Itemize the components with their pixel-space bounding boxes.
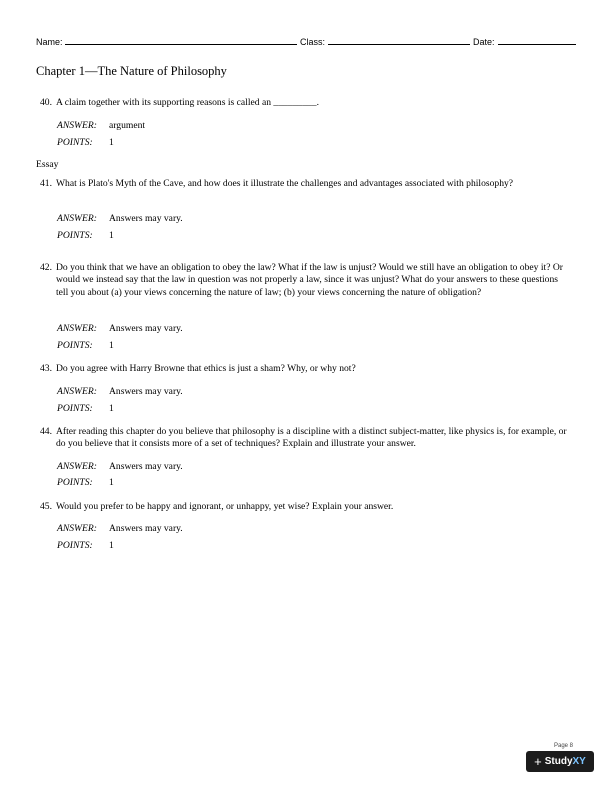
answer-label: ANSWER: [57, 461, 97, 472]
question-number: 44. [40, 426, 52, 437]
question-number: 41. [40, 178, 52, 189]
answer-row [57, 323, 183, 335]
badge-text: StudyXY [544, 756, 586, 767]
points-value: 1 [109, 403, 114, 414]
points-label: POINTS: [57, 403, 93, 414]
answer-value: Answers may vary. [109, 386, 183, 397]
answer-row [57, 213, 183, 225]
points-label: POINTS: [57, 340, 93, 351]
date-label: Date: [473, 37, 495, 47]
answer-row [57, 120, 145, 132]
points-row [57, 340, 114, 352]
question-40 [40, 97, 572, 109]
worksheet-header [36, 37, 576, 51]
question-number: 40. [40, 97, 52, 108]
date-field [473, 37, 495, 47]
points-label: POINTS: [57, 230, 93, 241]
points-label: POINTS: [57, 540, 93, 551]
answer-label: ANSWER: [57, 386, 97, 397]
chapter-title: Chapter 1—The Nature of Philosophy [36, 64, 227, 78]
studyxy-badge[interactable] [526, 751, 594, 772]
points-value: 1 [109, 540, 114, 551]
points-value: 1 [109, 340, 114, 351]
question-text: What is Plato's Myth of the Cave, and how does it illustrate the challenges and advantages associated with philosophy? [56, 178, 514, 189]
question-text: Would you prefer to be happy and ignorant, or unhappy, yet wise? Explain your answer. [56, 501, 394, 512]
class-label: Class: [300, 37, 326, 47]
question-text: After reading this chapter do you believe that philosophy is a discipline with a distinct subject-matter, like physics is, for example, or do you believe that it consists more of a set of techniques? Explain and illustrate your answer. [56, 426, 567, 450]
answer-label: ANSWER: [57, 120, 97, 131]
points-value: 1 [109, 137, 114, 148]
points-row [57, 137, 114, 149]
question-45 [40, 501, 572, 513]
answer-row [57, 386, 183, 398]
points-label: POINTS: [57, 137, 93, 148]
points-value: 1 [109, 477, 114, 488]
question-text: A claim together with its supporting reasons is called an _________. [56, 97, 319, 108]
question-43 [40, 363, 572, 375]
name-blank-line [65, 44, 297, 45]
answer-label: ANSWER: [57, 523, 97, 534]
class-field [300, 37, 325, 47]
question-42 [40, 262, 572, 299]
points-row [57, 230, 114, 242]
question-44 [40, 426, 572, 451]
date-blank-line [498, 44, 576, 45]
question-number: 45. [40, 501, 52, 512]
points-row [57, 540, 114, 552]
answer-row [57, 523, 183, 535]
class-blank-line [328, 44, 470, 45]
plus-icon: + [534, 754, 542, 769]
points-value: 1 [109, 230, 114, 241]
name-label: Name: [36, 37, 63, 47]
answer-label: ANSWER: [57, 213, 97, 224]
page-number: Page 8 [554, 743, 574, 749]
section-heading-essay: Essay [36, 159, 59, 170]
points-row [57, 477, 114, 489]
question-41 [40, 178, 572, 190]
answer-value: argument [109, 120, 146, 131]
points-row [57, 403, 114, 415]
answer-row [57, 461, 183, 473]
answer-label: ANSWER: [57, 323, 97, 334]
name-field [36, 37, 63, 47]
question-number: 43. [40, 363, 52, 374]
question-text: Do you think that we have an obligation to obey the law? What if the law is unjust? Would we still have an obligation to obey it? Or would we instead say that the law in question was not properly a law, since it was unjust? What do your answers to these questions tell you about (a) your views concerning the nature of law; (b) your views concerning the nature of obligation? [56, 262, 563, 298]
answer-value: Answers may vary. [109, 523, 183, 534]
answer-value: Answers may vary. [109, 461, 183, 472]
answer-value: Answers may vary. [109, 323, 183, 334]
answer-value: Answers may vary. [109, 213, 183, 224]
question-number: 42. [40, 262, 52, 273]
question-text: Do you agree with Harry Browne that ethics is just a sham? Why, or why not? [56, 363, 356, 374]
points-label: POINTS: [57, 477, 93, 488]
